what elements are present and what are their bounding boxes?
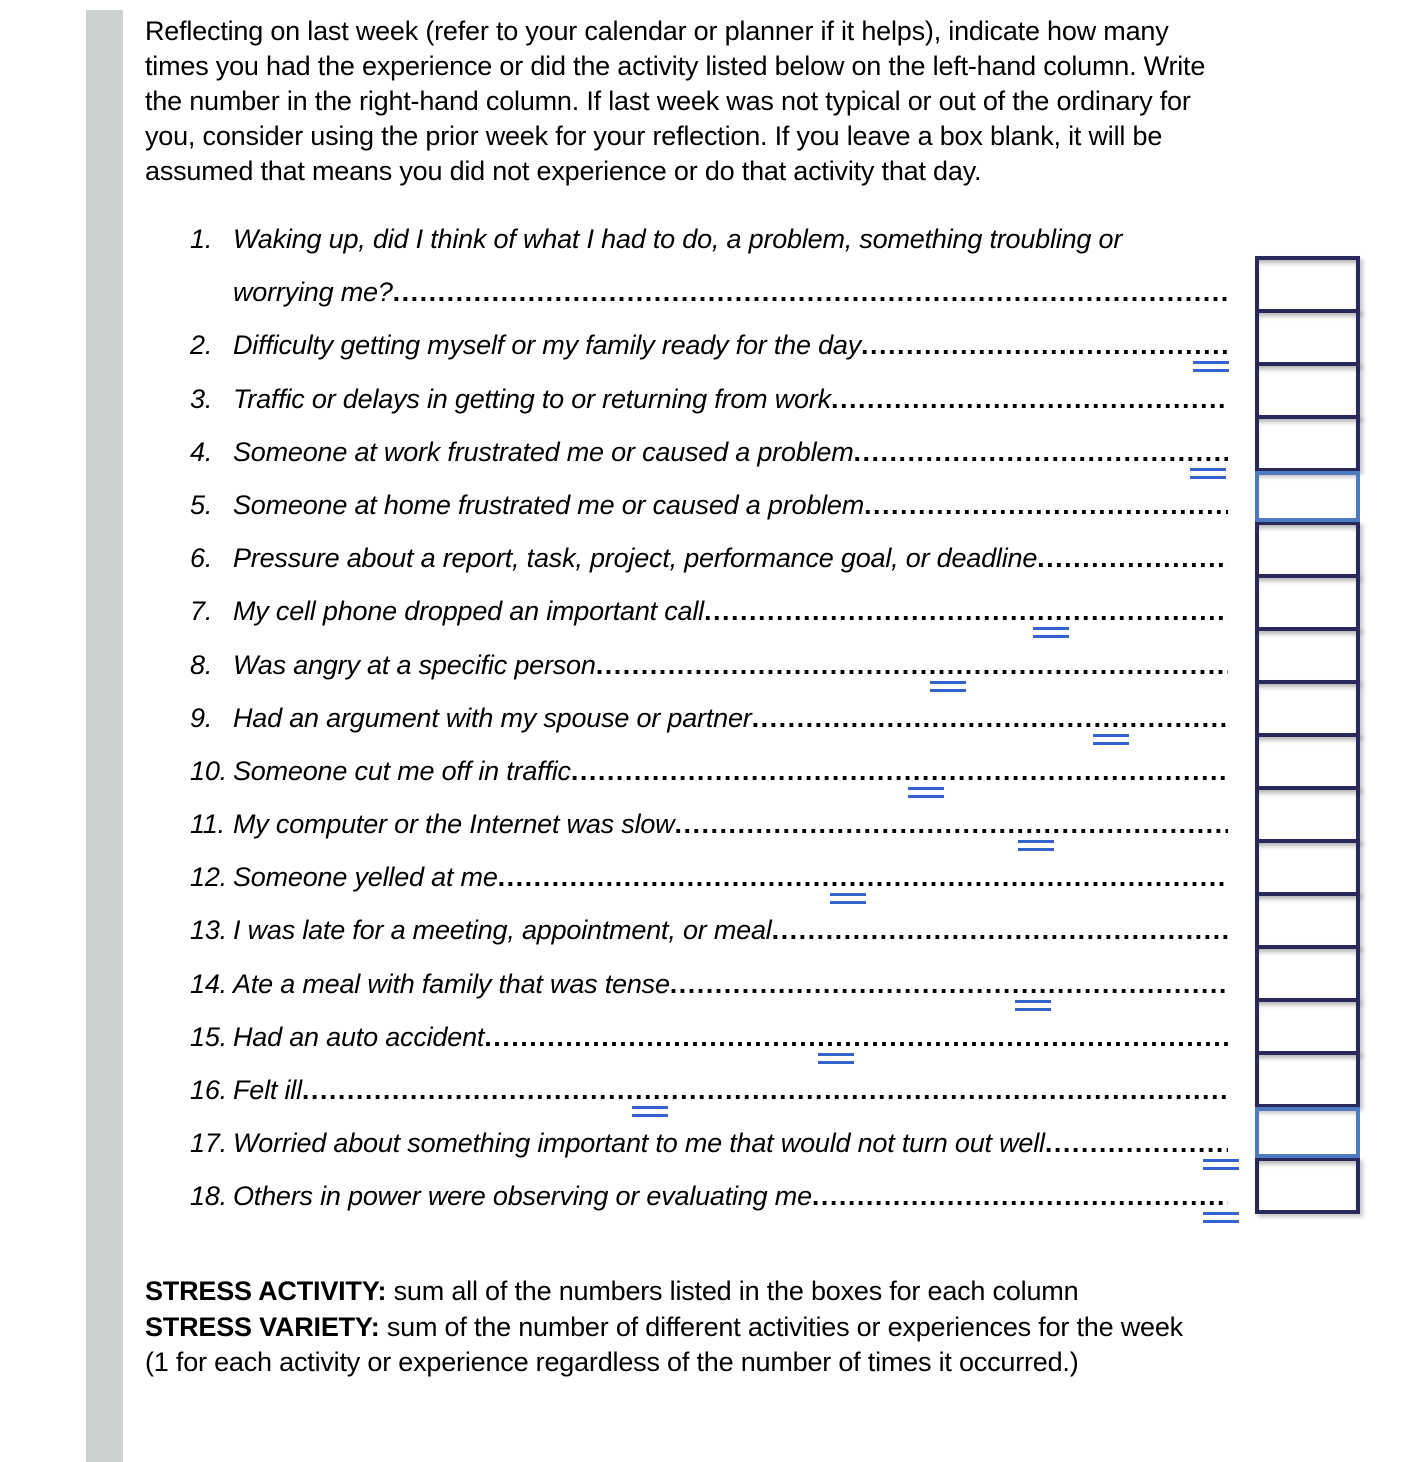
answer-box[interactable] [1255,471,1360,522]
item-text: I was late for a meeting, appointment, or meal [233,915,772,946]
dotted-leader [1045,1128,1228,1159]
item-text: Someone at work frustrated me or caused a problem [233,436,854,467]
intro-line: assumed that means you did not experience or do that activity that day. [145,156,982,186]
footer-instructions [145,1274,1295,1381]
item-number: 10. [190,755,227,786]
page-margin-strip [86,10,123,1462]
item-number: 5. [190,489,213,520]
item-text: Pressure about a report, task, project, performance goal, or deadline [233,543,1038,574]
item-number: 3. [190,383,213,414]
answer-box[interactable] [1255,1051,1360,1108]
intro-line: times you had the experience or did the activity listed below on the left-hand column. Write [145,51,1206,81]
questionnaire-item [190,744,1228,797]
footer-note-line [145,1345,1295,1381]
item-number: 4. [190,436,213,467]
answer-box[interactable] [1255,839,1360,896]
dotted-leader [864,490,1228,521]
dotted-leader [670,969,1228,1000]
questionnaire-item [190,265,1228,318]
item-text: Felt ill [233,1075,302,1105]
questionnaire-item [190,957,1228,1010]
questionnaire-item [190,638,1228,691]
dotted-leader [571,756,1228,787]
dotted-leader [861,330,1228,361]
answer-box[interactable] [1255,733,1360,790]
item-number: 11. [190,809,225,840]
questionnaire-item [190,903,1228,956]
intro-line: you, consider using the prior week for your reflection. If you leave a box blank, it will be [145,121,1163,151]
answer-box[interactable] [1255,309,1360,366]
stress-variety-text: sum of the number of different activities or experiences for the week [379,1311,1183,1342]
answer-box[interactable] [1255,415,1360,472]
questionnaire-item [190,318,1228,371]
stress-activity-line [145,1274,1295,1310]
intro-paragraph [145,14,1245,189]
answer-box[interactable] [1255,1157,1360,1214]
questionnaire-item [190,212,1228,265]
stress-variety-line [145,1310,1295,1346]
item-text: Someone yelled at me [233,862,498,893]
item-number: 15. [190,1021,227,1052]
item-text: Traffic or delays in getting to or returning from work [233,383,831,414]
item-number: 12. [190,862,227,893]
item-number: 1. [190,224,213,254]
answer-box[interactable] [1255,680,1360,737]
item-number: 17. [190,1128,227,1159]
dotted-leader [854,437,1228,468]
item-number: 6. [190,543,213,574]
intro-line: Reflecting on last week (refer to your calendar or planner if it helps), indicate how many [145,16,1169,46]
item-text: Someone at home frustrated me or caused a problem [233,489,865,520]
item-text: Someone cut me off in traffic [233,755,571,786]
questionnaire-item [190,372,1228,425]
dotted-leader [812,1181,1228,1212]
stress-variety-label: STRESS VARIETY: [145,1311,380,1342]
item-text: Was angry at a specific person [233,649,596,680]
answer-box[interactable] [1255,521,1360,578]
dotted-leader [393,277,1228,308]
item-text: My cell phone dropped an important call [233,596,704,627]
item-number: 2. [190,330,213,361]
questionnaire-item [190,531,1228,584]
item-number: 8. [190,649,213,680]
dotted-leader [484,1022,1228,1053]
dotted-leader [704,596,1228,627]
item-number: 16. [190,1075,227,1105]
item-text: My computer or the Internet was slow [233,809,675,840]
item-number: 14. [190,968,227,999]
footer-note-text: (1 for each activity or experience regardless of the number of times it occurred.) [145,1347,1079,1377]
dotted-leader [772,915,1228,946]
stress-activity-text: sum all of the numbers listed in the boxes for each column [386,1276,1079,1306]
item-text: worrying me? [233,277,393,308]
questionnaire-item [190,1169,1228,1222]
answer-box[interactable] [1255,892,1360,949]
item-text: Difficulty getting myself or my family ready for the day [233,330,862,361]
questionnaire-item [190,1010,1228,1063]
item-number: 13. [190,915,227,946]
intro-line: the number in the right-hand column. If last week was not typical or out of the ordinary for [145,86,1191,116]
answer-box[interactable] [1255,998,1360,1055]
questionnaire-item [190,478,1228,531]
item-text: Ate a meal with family that was tense [233,968,670,999]
answer-box[interactable] [1255,786,1360,843]
dotted-leader [302,1075,1228,1106]
item-text: Had an auto accident [233,1021,485,1052]
questionnaire-item [190,691,1228,744]
answer-box[interactable] [1255,256,1360,313]
stress-activity-label: STRESS ACTIVITY: [145,1276,387,1306]
questionnaire-item [190,425,1228,478]
dotted-leader [752,703,1228,734]
item-text: Waking up, did I think of what I had to do, a problem, something troubling or [233,224,1123,254]
answer-box[interactable] [1255,945,1360,1002]
questionnaire-item [190,1116,1228,1169]
questionnaire-list [190,212,1228,1223]
dotted-leader [596,650,1228,681]
item-number: 9. [190,702,213,733]
questionnaire-item [190,1063,1228,1116]
questionnaire-item [190,850,1228,903]
questionnaire-item [190,584,1228,637]
grammar-mark[interactable] [1203,1212,1239,1223]
item-number: 18. [190,1181,227,1212]
answer-box[interactable] [1255,362,1360,419]
item-text: Had an argument with my spouse or partner [233,702,752,733]
answer-box[interactable] [1255,1107,1360,1158]
answer-box-column [1255,256,1360,1216]
dotted-leader [498,862,1228,893]
item-number: 7. [190,596,213,627]
answer-box[interactable] [1255,627,1360,684]
questionnaire-item [190,797,1228,850]
item-text: Others in power were observing or evaluating me [233,1181,812,1212]
answer-box[interactable] [1255,574,1360,631]
item-text: Worried about something important to me that would not turn out well [233,1128,1045,1159]
dotted-leader [831,384,1228,415]
dotted-leader [674,809,1228,840]
dotted-leader [1037,543,1228,574]
